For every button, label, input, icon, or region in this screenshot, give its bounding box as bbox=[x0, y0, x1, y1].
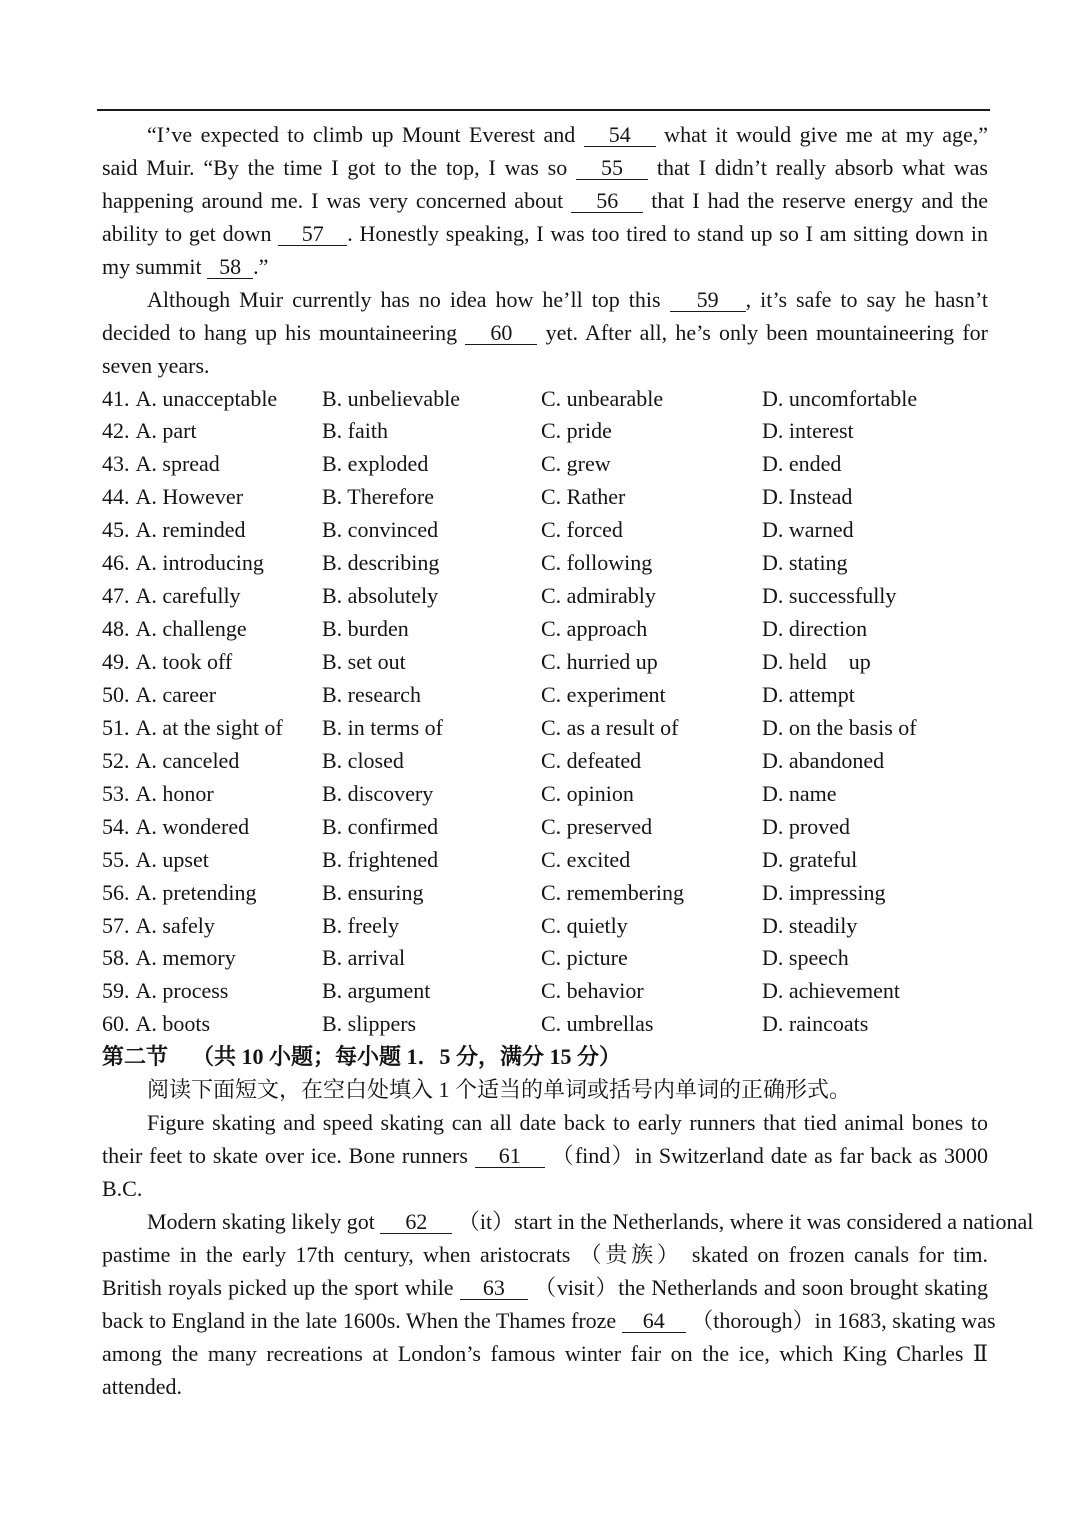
blank-58: 58 bbox=[207, 256, 253, 279]
option-d: D. attempt bbox=[762, 681, 855, 707]
option-row-44 bbox=[102, 481, 988, 514]
option-c: C. excited bbox=[541, 846, 631, 872]
text-segment: happening around me. I was very concerned about bbox=[102, 187, 572, 213]
option-b: B. closed bbox=[322, 747, 404, 773]
passage-grammar-fill bbox=[102, 1107, 1034, 1403]
option-a: A. at the sight of bbox=[135, 714, 283, 740]
text-line bbox=[102, 251, 988, 284]
option-a-cell bbox=[102, 877, 256, 910]
text-segment: （find）in Switzerland date as far back as 3000 bbox=[544, 1143, 989, 1169]
option-row-46 bbox=[102, 547, 988, 580]
text-segment: decided to hang up his mountaineering bbox=[102, 319, 466, 345]
option-row-43 bbox=[102, 448, 988, 481]
option-a-cell bbox=[102, 942, 236, 975]
option-a: A. safely bbox=[135, 912, 215, 938]
text-line bbox=[102, 1173, 988, 1206]
text-line bbox=[102, 1305, 996, 1338]
text-segment: what it would give me at my age,” bbox=[655, 122, 988, 147]
question-number: 60. bbox=[102, 1011, 130, 1037]
option-b: B. research bbox=[322, 681, 421, 707]
option-a-cell bbox=[102, 415, 197, 448]
text-segment: that I had the reserve energy and the bbox=[643, 187, 988, 213]
question-number: 51. bbox=[102, 714, 130, 740]
option-a: A. career bbox=[135, 681, 217, 707]
question-number: 54. bbox=[102, 813, 130, 839]
option-d: D. ended bbox=[762, 451, 842, 477]
option-row-60 bbox=[102, 1008, 988, 1041]
option-b: B. freely bbox=[322, 912, 399, 938]
text-segment: （thorough）in 1683, skating was bbox=[685, 1307, 996, 1333]
text-segment: Although Muir currently has no idea how he’ll top this bbox=[147, 286, 670, 312]
text-line bbox=[102, 1371, 988, 1404]
option-c: C. quietly bbox=[541, 912, 628, 938]
option-b: B. argument bbox=[322, 978, 431, 1004]
option-d: D. name bbox=[762, 780, 837, 806]
text-segment: . Honestly speaking, I was too tired to stand up so I am sitting down in bbox=[347, 220, 989, 246]
option-d: D. impressing bbox=[762, 879, 886, 905]
option-row-57 bbox=[102, 910, 988, 943]
option-b: B. in terms of bbox=[322, 714, 443, 740]
text-segment: my summit bbox=[102, 253, 208, 279]
option-d: D. held up bbox=[762, 649, 871, 674]
blank-59: 59 bbox=[670, 289, 746, 312]
option-a-cell bbox=[102, 580, 241, 613]
option-c: C. as a result of bbox=[541, 714, 679, 740]
question-number: 46. bbox=[102, 550, 130, 576]
question-number: 44. bbox=[102, 484, 130, 510]
option-a: A. honor bbox=[135, 780, 214, 806]
blank-60: 60 bbox=[465, 322, 537, 345]
option-a: A. memory bbox=[135, 945, 236, 971]
option-a-cell bbox=[102, 646, 232, 679]
option-b: B. set out bbox=[322, 649, 406, 674]
option-row-55 bbox=[102, 844, 988, 877]
option-a-cell bbox=[102, 1008, 210, 1041]
text-line bbox=[102, 152, 988, 185]
option-a: A. carefully bbox=[135, 583, 241, 609]
option-a-cell bbox=[102, 383, 277, 416]
question-number: 56. bbox=[102, 879, 130, 905]
option-a: A. part bbox=[135, 418, 197, 444]
option-a-cell bbox=[102, 745, 239, 778]
option-a-cell bbox=[102, 975, 228, 1008]
option-c: C. pride bbox=[541, 418, 612, 444]
option-c: C. Rather bbox=[541, 484, 626, 510]
section-header bbox=[102, 1041, 988, 1074]
text-line bbox=[102, 1239, 988, 1272]
option-d: D. warned bbox=[762, 517, 854, 543]
option-row-51 bbox=[102, 712, 988, 745]
option-b: B. confirmed bbox=[322, 813, 439, 839]
text-segment: attended. bbox=[102, 1373, 183, 1399]
text-segment: said Muir. “By the time I got to the top, I was so bbox=[102, 154, 577, 180]
option-b: B. absolutely bbox=[322, 583, 439, 609]
option-c: C. remembering bbox=[541, 879, 684, 905]
blank-56: 56 bbox=[571, 190, 643, 213]
question-number: 48. bbox=[102, 616, 130, 642]
text-line bbox=[102, 1107, 988, 1140]
option-a: A. pretending bbox=[135, 879, 257, 905]
blank-62: 62 bbox=[380, 1211, 452, 1234]
option-b: B. ensuring bbox=[322, 879, 424, 905]
question-number: 58. bbox=[102, 945, 130, 971]
question-number: 50. bbox=[102, 681, 130, 707]
text-segment: pastime in the early 17th century, when aristocrats （贵族） skated on frozen canals for tim. bbox=[102, 1241, 988, 1267]
option-b: B. faith bbox=[322, 418, 388, 444]
blank-61: 61 bbox=[475, 1145, 545, 1168]
option-c: C. following bbox=[541, 550, 653, 576]
option-b: B. describing bbox=[322, 550, 440, 576]
option-a-cell bbox=[102, 448, 220, 481]
text-segment: among the many recreations at London’s famous winter fair on the ice, which King Charles Ⅱ bbox=[102, 1340, 988, 1366]
question-number: 41. bbox=[102, 385, 130, 411]
text-segment: their feet to skate over ice. Bone runners bbox=[102, 1143, 475, 1169]
option-d: D. stating bbox=[762, 550, 848, 576]
option-c: C. picture bbox=[541, 945, 628, 971]
option-d: D. abandoned bbox=[762, 747, 885, 773]
text-segment: yet. After all, he’s only been mountaineering for bbox=[537, 319, 988, 345]
text-segment: （visit）the Netherlands and soon brought skating bbox=[527, 1274, 989, 1300]
option-d: D. uncomfortable bbox=[762, 385, 918, 411]
text-segment: Figure skating and speed skating can all date back to early runners that tied animal bones to bbox=[147, 1110, 988, 1136]
text-segment: （it）start in the Netherlands, where it was considered a national bbox=[452, 1208, 1034, 1234]
option-a: A. upset bbox=[135, 846, 209, 872]
text-line bbox=[102, 284, 988, 317]
option-c: C. defeated bbox=[541, 747, 642, 773]
option-row-42 bbox=[102, 415, 988, 448]
text-segment: ability to get down bbox=[102, 220, 279, 246]
option-a: A. boots bbox=[135, 1011, 211, 1037]
text-line bbox=[102, 185, 988, 218]
text-line bbox=[102, 350, 988, 383]
option-c: C. grew bbox=[541, 451, 611, 477]
option-a: A. wondered bbox=[135, 813, 250, 839]
option-a: A. process bbox=[135, 978, 229, 1004]
text-line bbox=[102, 218, 988, 251]
option-b: B. slippers bbox=[322, 1011, 417, 1037]
option-a: A. However bbox=[135, 484, 244, 510]
option-a-cell bbox=[102, 844, 209, 877]
text-line bbox=[102, 119, 988, 152]
text-line bbox=[102, 1338, 988, 1371]
option-c: C. behavior bbox=[541, 978, 644, 1004]
option-d: D. interest bbox=[762, 418, 854, 444]
text-line bbox=[102, 1272, 988, 1305]
text-segment: “I’ve expected to climb up Mount Everest and bbox=[147, 122, 584, 147]
option-a: A. challenge bbox=[135, 616, 247, 642]
option-a-cell bbox=[102, 547, 264, 580]
section-subtitle: （共 10 小题；每小题 1．5 分，满分 15 分） bbox=[192, 1044, 622, 1070]
option-c: C. approach bbox=[541, 616, 648, 642]
option-a-cell bbox=[102, 679, 216, 712]
option-b: B. frightened bbox=[322, 846, 439, 872]
question-number: 42. bbox=[102, 418, 130, 444]
question-number: 53. bbox=[102, 780, 130, 806]
option-c: C. umbrellas bbox=[541, 1011, 654, 1037]
option-d: D. proved bbox=[762, 813, 850, 839]
question-number: 49. bbox=[102, 649, 130, 674]
question-number: 59. bbox=[102, 978, 130, 1004]
question-number: 47. bbox=[102, 583, 130, 609]
text-segment: back to England in the late 1600s. When the Thames froze bbox=[102, 1307, 622, 1333]
option-d: D. Instead bbox=[762, 484, 853, 510]
option-b: B. discovery bbox=[322, 780, 434, 806]
option-c: C. experiment bbox=[541, 681, 666, 707]
option-b: B. burden bbox=[322, 616, 409, 642]
option-row-58 bbox=[102, 942, 988, 975]
text-segment: B.C. bbox=[102, 1176, 143, 1201]
content bbox=[102, 119, 1034, 1404]
option-d: D. grateful bbox=[762, 846, 858, 872]
blank-57: 57 bbox=[278, 223, 347, 246]
option-a-cell bbox=[102, 811, 249, 844]
text-segment: British royals picked up the sport while bbox=[102, 1274, 460, 1300]
option-a: A. took off bbox=[135, 649, 233, 674]
question-number: 45. bbox=[102, 517, 130, 543]
option-d: D. achievement bbox=[762, 978, 901, 1004]
option-d: D. speech bbox=[762, 945, 849, 971]
option-a-cell bbox=[102, 481, 243, 514]
option-row-52 bbox=[102, 745, 988, 778]
text-line bbox=[102, 1140, 988, 1173]
text-segment: .” bbox=[253, 253, 269, 279]
passage-cloze bbox=[102, 119, 988, 383]
option-row-49 bbox=[102, 646, 988, 679]
top-rule bbox=[97, 109, 990, 111]
option-d: D. direction bbox=[762, 616, 868, 642]
text-segment: seven years. bbox=[102, 352, 210, 378]
option-row-48 bbox=[102, 613, 988, 646]
question-number: 57. bbox=[102, 912, 130, 938]
option-c: C. forced bbox=[541, 517, 623, 543]
option-d: D. successfully bbox=[762, 583, 897, 609]
blank-64: 64 bbox=[622, 1310, 686, 1333]
option-d: D. on the basis of bbox=[762, 714, 917, 740]
option-a: A. spread bbox=[135, 451, 220, 477]
option-c: C. opinion bbox=[541, 780, 634, 806]
option-row-41 bbox=[102, 383, 988, 416]
option-a-cell bbox=[102, 910, 215, 943]
option-c: C. unbearable bbox=[541, 385, 664, 411]
option-row-59 bbox=[102, 975, 988, 1008]
blank-55: 55 bbox=[576, 157, 648, 180]
option-row-47 bbox=[102, 580, 988, 613]
option-row-45 bbox=[102, 514, 988, 547]
option-a-cell bbox=[102, 514, 245, 547]
option-c: C. admirably bbox=[541, 583, 656, 609]
section-instruction: 阅读下面短文，在空白处填入 1 个适当的单词或括号内单词的正确形式。 bbox=[147, 1077, 852, 1103]
question-number: 43. bbox=[102, 451, 130, 477]
option-c: C. hurried up bbox=[541, 649, 658, 674]
option-b: B. exploded bbox=[322, 451, 429, 477]
option-b: B. arrival bbox=[322, 945, 406, 971]
option-b: B. convinced bbox=[322, 517, 439, 543]
option-a-cell bbox=[102, 712, 283, 745]
option-row-56 bbox=[102, 877, 988, 910]
option-row-54 bbox=[102, 811, 988, 844]
options-list bbox=[102, 383, 988, 1042]
option-d: D. steadily bbox=[762, 912, 858, 938]
question-number: 52. bbox=[102, 747, 130, 773]
option-a: A. reminded bbox=[135, 517, 246, 543]
section-title: 第二节 bbox=[102, 1044, 169, 1070]
option-a-cell bbox=[102, 778, 214, 811]
text-line bbox=[102, 317, 988, 350]
option-a-cell bbox=[102, 613, 247, 646]
option-row-53 bbox=[102, 778, 988, 811]
text-segment: that I didn’t really absorb what was bbox=[648, 154, 988, 180]
question-number: 55. bbox=[102, 846, 130, 872]
text-segment: , it’s safe to say he hasn’t bbox=[745, 286, 989, 312]
option-a: A. canceled bbox=[135, 747, 240, 773]
option-d: D. raincoats bbox=[762, 1011, 869, 1037]
option-a: A. introducing bbox=[135, 550, 264, 576]
blank-54: 54 bbox=[584, 124, 656, 147]
option-c: C. preserved bbox=[541, 813, 653, 839]
option-b: B. Therefore bbox=[322, 484, 434, 510]
text-segment: Modern skating likely got bbox=[147, 1208, 381, 1234]
blank-63: 63 bbox=[460, 1277, 528, 1300]
option-row-50 bbox=[102, 679, 988, 712]
option-a: A. unacceptable bbox=[135, 385, 278, 411]
option-b: B. unbelievable bbox=[322, 385, 461, 411]
text-line bbox=[102, 1206, 1034, 1239]
